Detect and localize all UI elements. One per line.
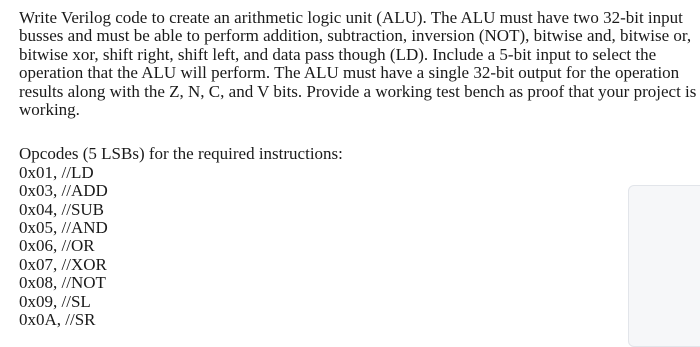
opcode-item-sub: 0x04, //SUB — [19, 199, 105, 219]
question-line: bitwise xor, shift right, shift left, and data pass though (LD). Include a 5-bit input to select the — [19, 44, 657, 64]
question-line: Write Verilog code to create an arithmetic logic unit (ALU). The ALU must have two 32-bit input — [19, 8, 683, 27]
opcode-item-not: 0x08, //NOT — [19, 273, 106, 293]
question-document — [19, 8, 697, 330]
opcode-item-add: 0x03, //ADD — [19, 181, 108, 201]
question-line: operation that the ALU will perform. The ALU must have a single 32-bit output for the operation — [19, 63, 680, 83]
opcode-item-sl: 0x09, //SL — [19, 291, 91, 311]
opcode-item-xor: 0x07, //XOR — [19, 254, 107, 274]
opcode-heading: Opcodes (5 LSBs) for the required instructions: — [19, 144, 343, 164]
question-paragraph — [19, 8, 697, 120]
question-line: results along with the Z, N, C, and V bits. Provide a working test bench as proof that your project is — [19, 81, 697, 101]
opcode-list — [19, 145, 691, 329]
question-line: busses and must be able to perform addition, subtraction, inversion (NOT), bitwise and, bitwise or, — [19, 26, 692, 46]
opcode-item-ld: 0x01, //LD — [19, 162, 94, 182]
opcode-item-sr: 0x0A, //SR — [19, 310, 96, 330]
question-line: working. — [19, 100, 80, 120]
side-panel — [628, 185, 700, 347]
opcode-item-or: 0x06, //OR — [19, 236, 95, 256]
opcode-item-and: 0x05, //AND — [19, 218, 108, 238]
